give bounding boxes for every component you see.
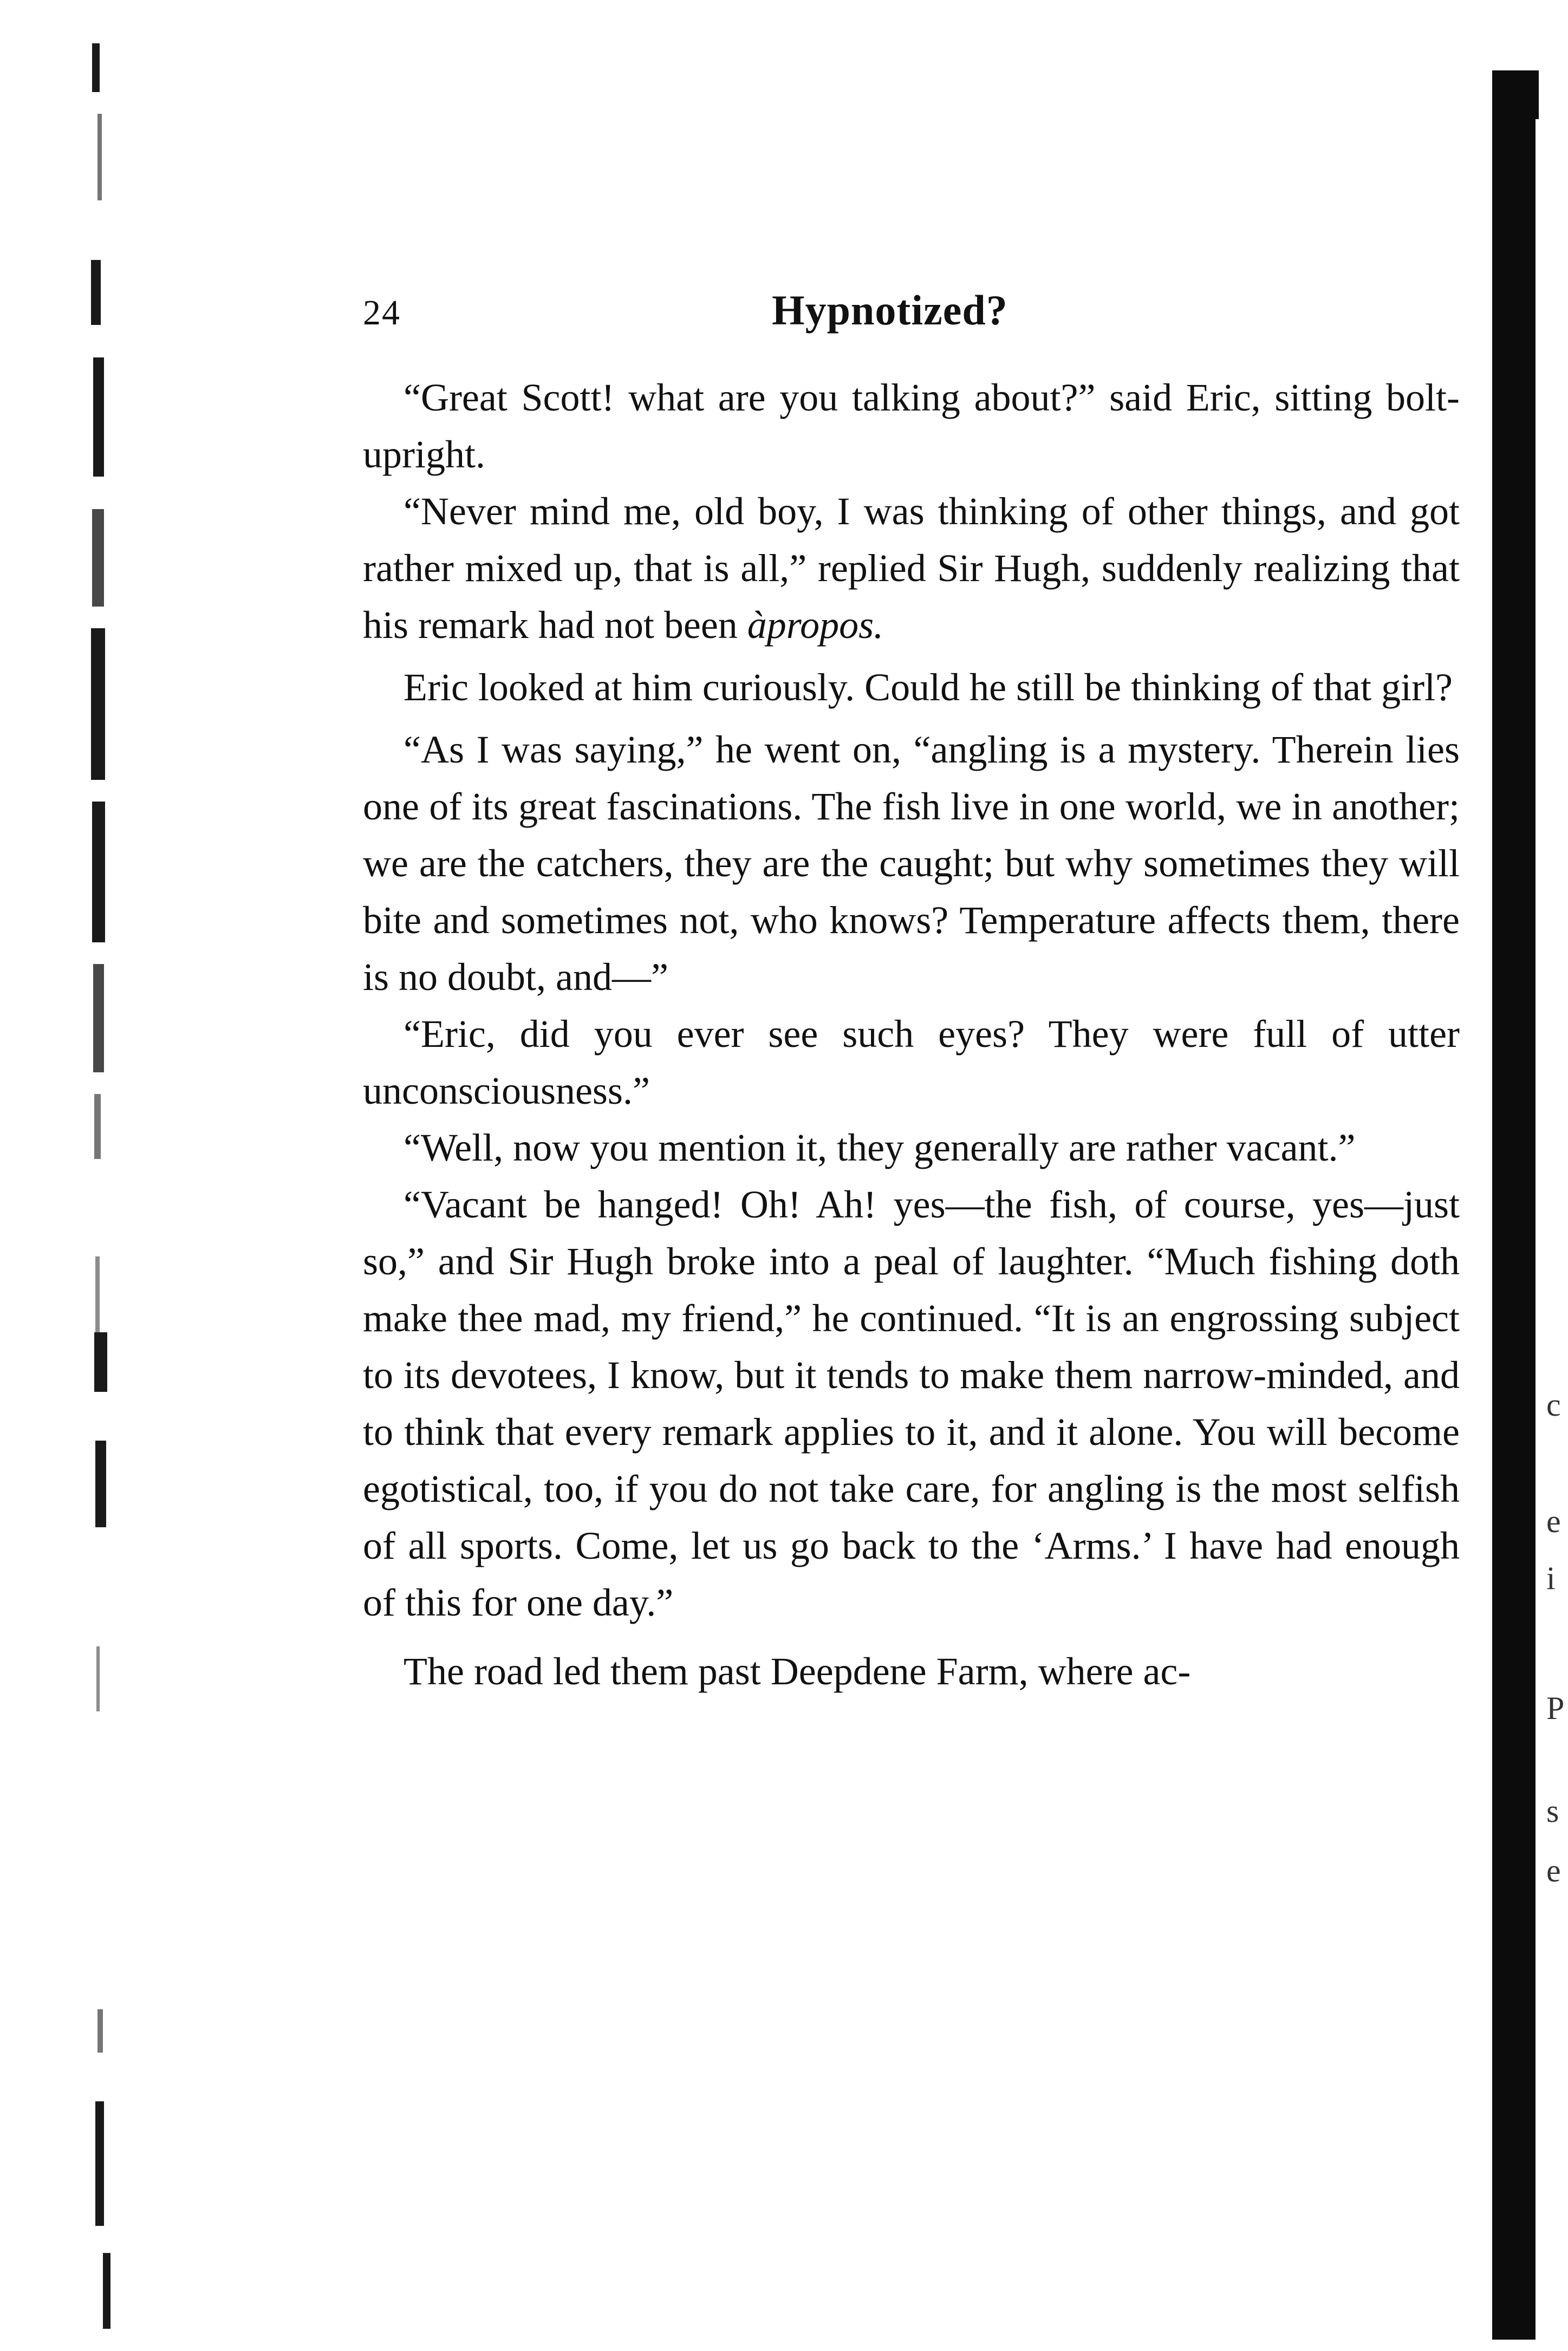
bleed-letter: e — [1546, 1503, 1561, 1539]
paragraph: Eric looked at him curiously. Could he still be thinking of that girl? — [404, 666, 1453, 709]
bleed-letter: c — [1546, 1387, 1561, 1423]
bleed-letter: s — [1546, 1793, 1559, 1829]
paragraph: “Well, now you mention it, they generally are rather vacant.” — [404, 1126, 1356, 1169]
page-number: 24 — [363, 293, 401, 333]
bleed-letter: i — [1546, 1560, 1556, 1596]
binding-edge-notch — [1536, 70, 1539, 119]
body-text — [363, 369, 1460, 1700]
paragraph-text: “Never mind me, old boy, I was thinking of other things, and got rather mixed up, that is all,” replied Sir Hugh, suddenly realizing that his remark had not been — [363, 490, 1460, 647]
left-gutter-shadow — [81, 32, 141, 2340]
bleed-letter: P — [1546, 1690, 1565, 1726]
paragraph: “Vacant be hanged! Oh! Ah! yes—the fish, of course, yes—just so,” and Sir Hugh broke into a peal of laughter. “Much fishing doth make thee mad, my friend,” he continued. “It is an engrossing subject to its devotees, I know, but it tends to make them narrow-minded, and to think that every remark applies to it, and it alone. You will become egotistical, too, if you do not take care, for angling is the most selfish of all sports. Come, let us go back to the ‘Arms.’ I have had enough of this for one day.” — [363, 1183, 1460, 1624]
paragraph: The road led them past Deepdene Farm, where ac- — [404, 1650, 1191, 1693]
paragraph: “As I was saying,” he went on, “angling is a mystery. Therein lies one of its great fascinations. The fish live in one world, we in another; we are the catchers, they are the caught; but why sometimes they will bite and sometimes not, who knows? Temperature affects them, there is no doubt, and—” — [363, 728, 1460, 999]
running-title: Hypnotized? — [772, 286, 1008, 334]
paragraph: “Eric, did you ever see such eyes? They were full of utter unconsciousness.” — [363, 1012, 1460, 1112]
running-header — [363, 286, 1460, 347]
binding-edge — [1492, 70, 1536, 2340]
paragraph — [363, 483, 1460, 654]
italic-phrase: àpropos. — [747, 603, 884, 647]
bleed-letter: e — [1546, 1853, 1561, 1888]
paragraph: “Great Scott! what are you talking about?” said Eric, sitting bolt-upright. — [363, 376, 1460, 476]
